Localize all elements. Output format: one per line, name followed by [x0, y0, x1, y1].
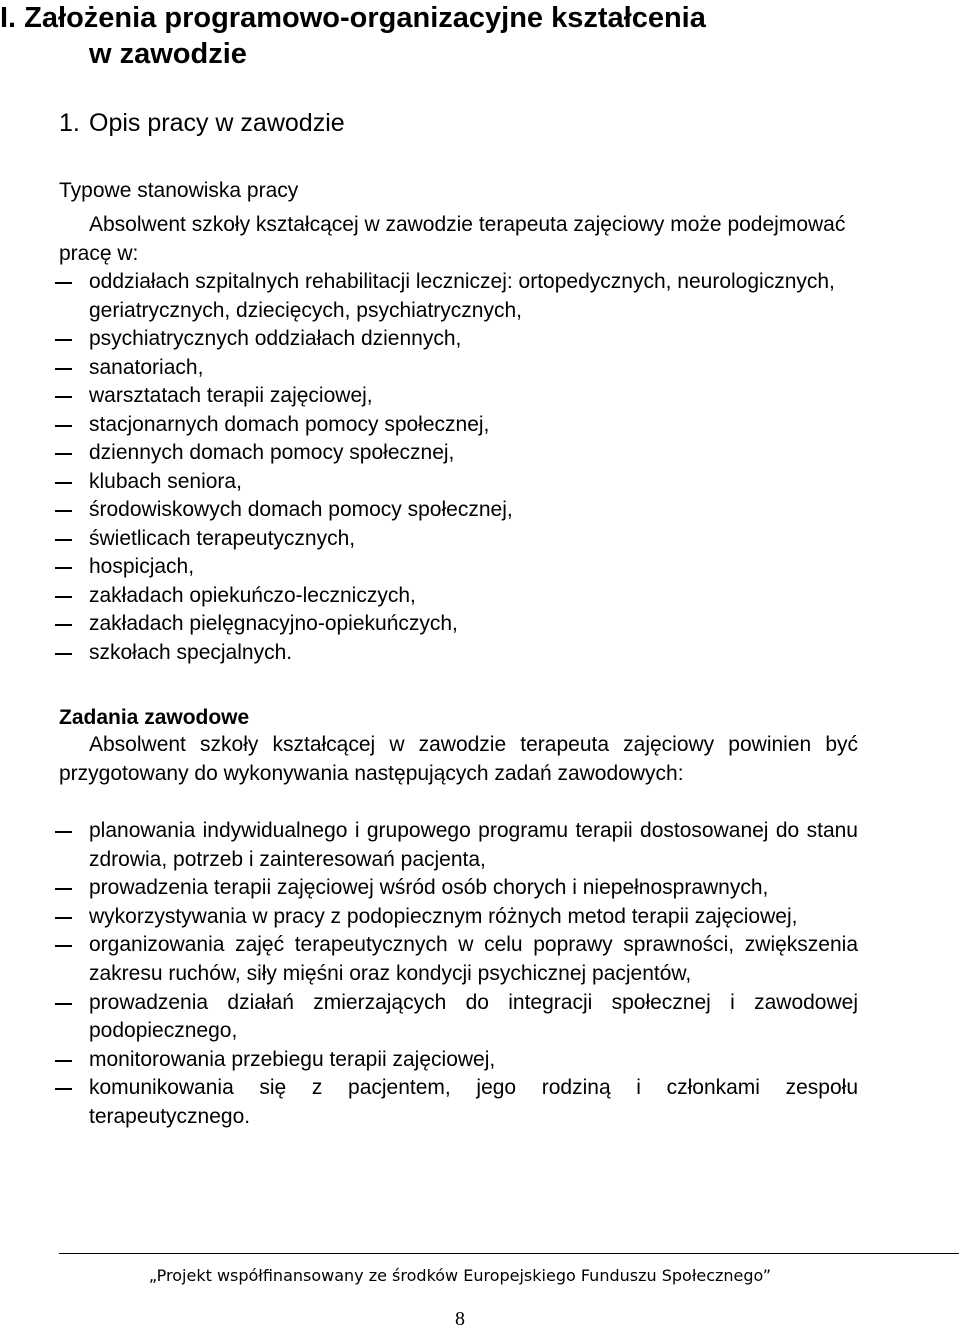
footer-divider [59, 1253, 959, 1254]
list-item-text: monitorowania przebiegu terapii zajęciowej, [89, 1047, 496, 1071]
dash-bullet [55, 1088, 72, 1090]
list-item [0, 989, 858, 1046]
dash-bullet [55, 368, 72, 370]
list-item [0, 496, 858, 525]
dash-bullet [55, 453, 72, 455]
list-item [0, 439, 858, 468]
list-item [0, 1074, 858, 1131]
dash-bullet [55, 945, 72, 947]
list-item-text: zakładach opiekuńczo-leczniczych, [89, 583, 416, 607]
dash-bullet [55, 1003, 72, 1005]
positions-heading: Typowe stanowiska pracy [59, 179, 299, 202]
chapter-title-line-1: I. Założenia programowo-organizacyjne kształcenia [0, 2, 706, 34]
dash-bullet [55, 888, 72, 890]
dash-bullet [55, 831, 72, 833]
list-item [0, 325, 858, 354]
section-heading [59, 105, 345, 141]
list-item-text: planowania indywidualnego i grupowego programu terapii dostosowanej do stanu zdrowia, potrzeb i zainteresowań pacjenta, [89, 819, 858, 871]
list-item-text: hospicjach, [89, 555, 195, 578]
list-item [0, 525, 858, 554]
list-item-text: stacjonarnych domach pomocy społecznej, [89, 412, 490, 436]
list-item [0, 468, 858, 497]
list-item [0, 411, 858, 440]
dash-bullet [55, 1060, 72, 1062]
list-item-text: wykorzystywania w pracy z podopiecznym różnych metod terapii zajęciowej, [89, 904, 798, 928]
list-item [0, 639, 858, 668]
section-number: 1. [59, 109, 80, 137]
list-item [0, 382, 858, 411]
footer-project-note: „Projekt współfinansowany ze środków Europejskiego Funduszu Społecznego” [148, 1266, 772, 1285]
section-title: Opis pracy w zawodzie [89, 109, 345, 137]
dash-bullet [55, 624, 72, 626]
list-item-text: klubach seniora, [89, 469, 242, 493]
tasks-intro [59, 731, 858, 788]
list-item [0, 817, 858, 874]
positions-list [0, 268, 858, 667]
list-item-text: prowadzenia działań zmierzających do integracji społecznej i zawodowej podopiecznego, [89, 990, 858, 1043]
dash-bullet [55, 539, 72, 541]
positions-intro-text: Absolwent szkoły kształcącej w zawodzie terapeuta zajęciowy może podejmować pracę w: [59, 213, 846, 265]
list-item-text: psychiatrycznych oddziałach dziennych, [89, 327, 462, 350]
dash-bullet [55, 510, 72, 512]
dash-bullet [55, 917, 72, 919]
list-item-text: organizowania zajęć terapeutycznych w celu poprawy sprawności, zwiększenia zakresu ruchów, siły mięśni oraz kondycji psychicznej pacjentów, [89, 933, 858, 985]
dash-bullet [55, 396, 72, 398]
list-item-text: warsztatach terapii zajęciowej, [89, 384, 373, 407]
list-item [0, 553, 858, 582]
tasks-intro-text: Absolwent szkoły kształcącej w zawodzie terapeuta zajęciowy powinien być przygotowany do wykonywania następujących zadań zawodowych: [59, 733, 858, 785]
list-item-text: oddziałach szpitalnych rehabilitacji leczniczej: ortopedycznych, neurologicznych, geriatrycznych, dziecięcych, psychiatrycznych, [89, 270, 835, 322]
list-item-text: komunikowania się z pacjentem, jego rodziną i członkami zespołu terapeutycznego. [89, 1076, 858, 1128]
list-item-text: dziennych domach pomocy społecznej, [89, 441, 455, 464]
list-item-text: prowadzenia terapii zajęciowej wśród osób chorych i niepełnosprawnych, [89, 876, 769, 900]
list-item [0, 582, 858, 611]
dash-bullet [55, 425, 72, 427]
list-item [0, 354, 858, 383]
positions-intro [59, 211, 858, 268]
list-item-text: zakładach pielęgnacyjno-opiekuńczych, [89, 612, 458, 635]
list-item-text: szkołach specjalnych. [89, 640, 293, 664]
list-item [0, 1046, 858, 1075]
dash-bullet [55, 567, 72, 569]
list-item-text: środowiskowych domach pomocy społecznej, [89, 498, 513, 521]
dash-bullet [55, 653, 72, 655]
tasks-list [0, 817, 858, 1132]
dash-bullet [55, 339, 72, 341]
list-item-text: świetlicach terapeutycznych, [89, 526, 356, 550]
dash-bullet [55, 282, 72, 284]
tasks-heading: Zadania zawodowe [59, 706, 250, 729]
list-item-text: sanatoriach, [89, 355, 204, 379]
list-item [0, 268, 858, 325]
dash-bullet [55, 596, 72, 598]
list-item [0, 610, 858, 639]
chapter-title-line-2: w zawodzie [89, 38, 247, 70]
list-item [0, 874, 858, 903]
dash-bullet [55, 482, 72, 484]
list-item [0, 903, 858, 932]
list-item [0, 931, 858, 988]
page-number: 8 [455, 1308, 465, 1330]
